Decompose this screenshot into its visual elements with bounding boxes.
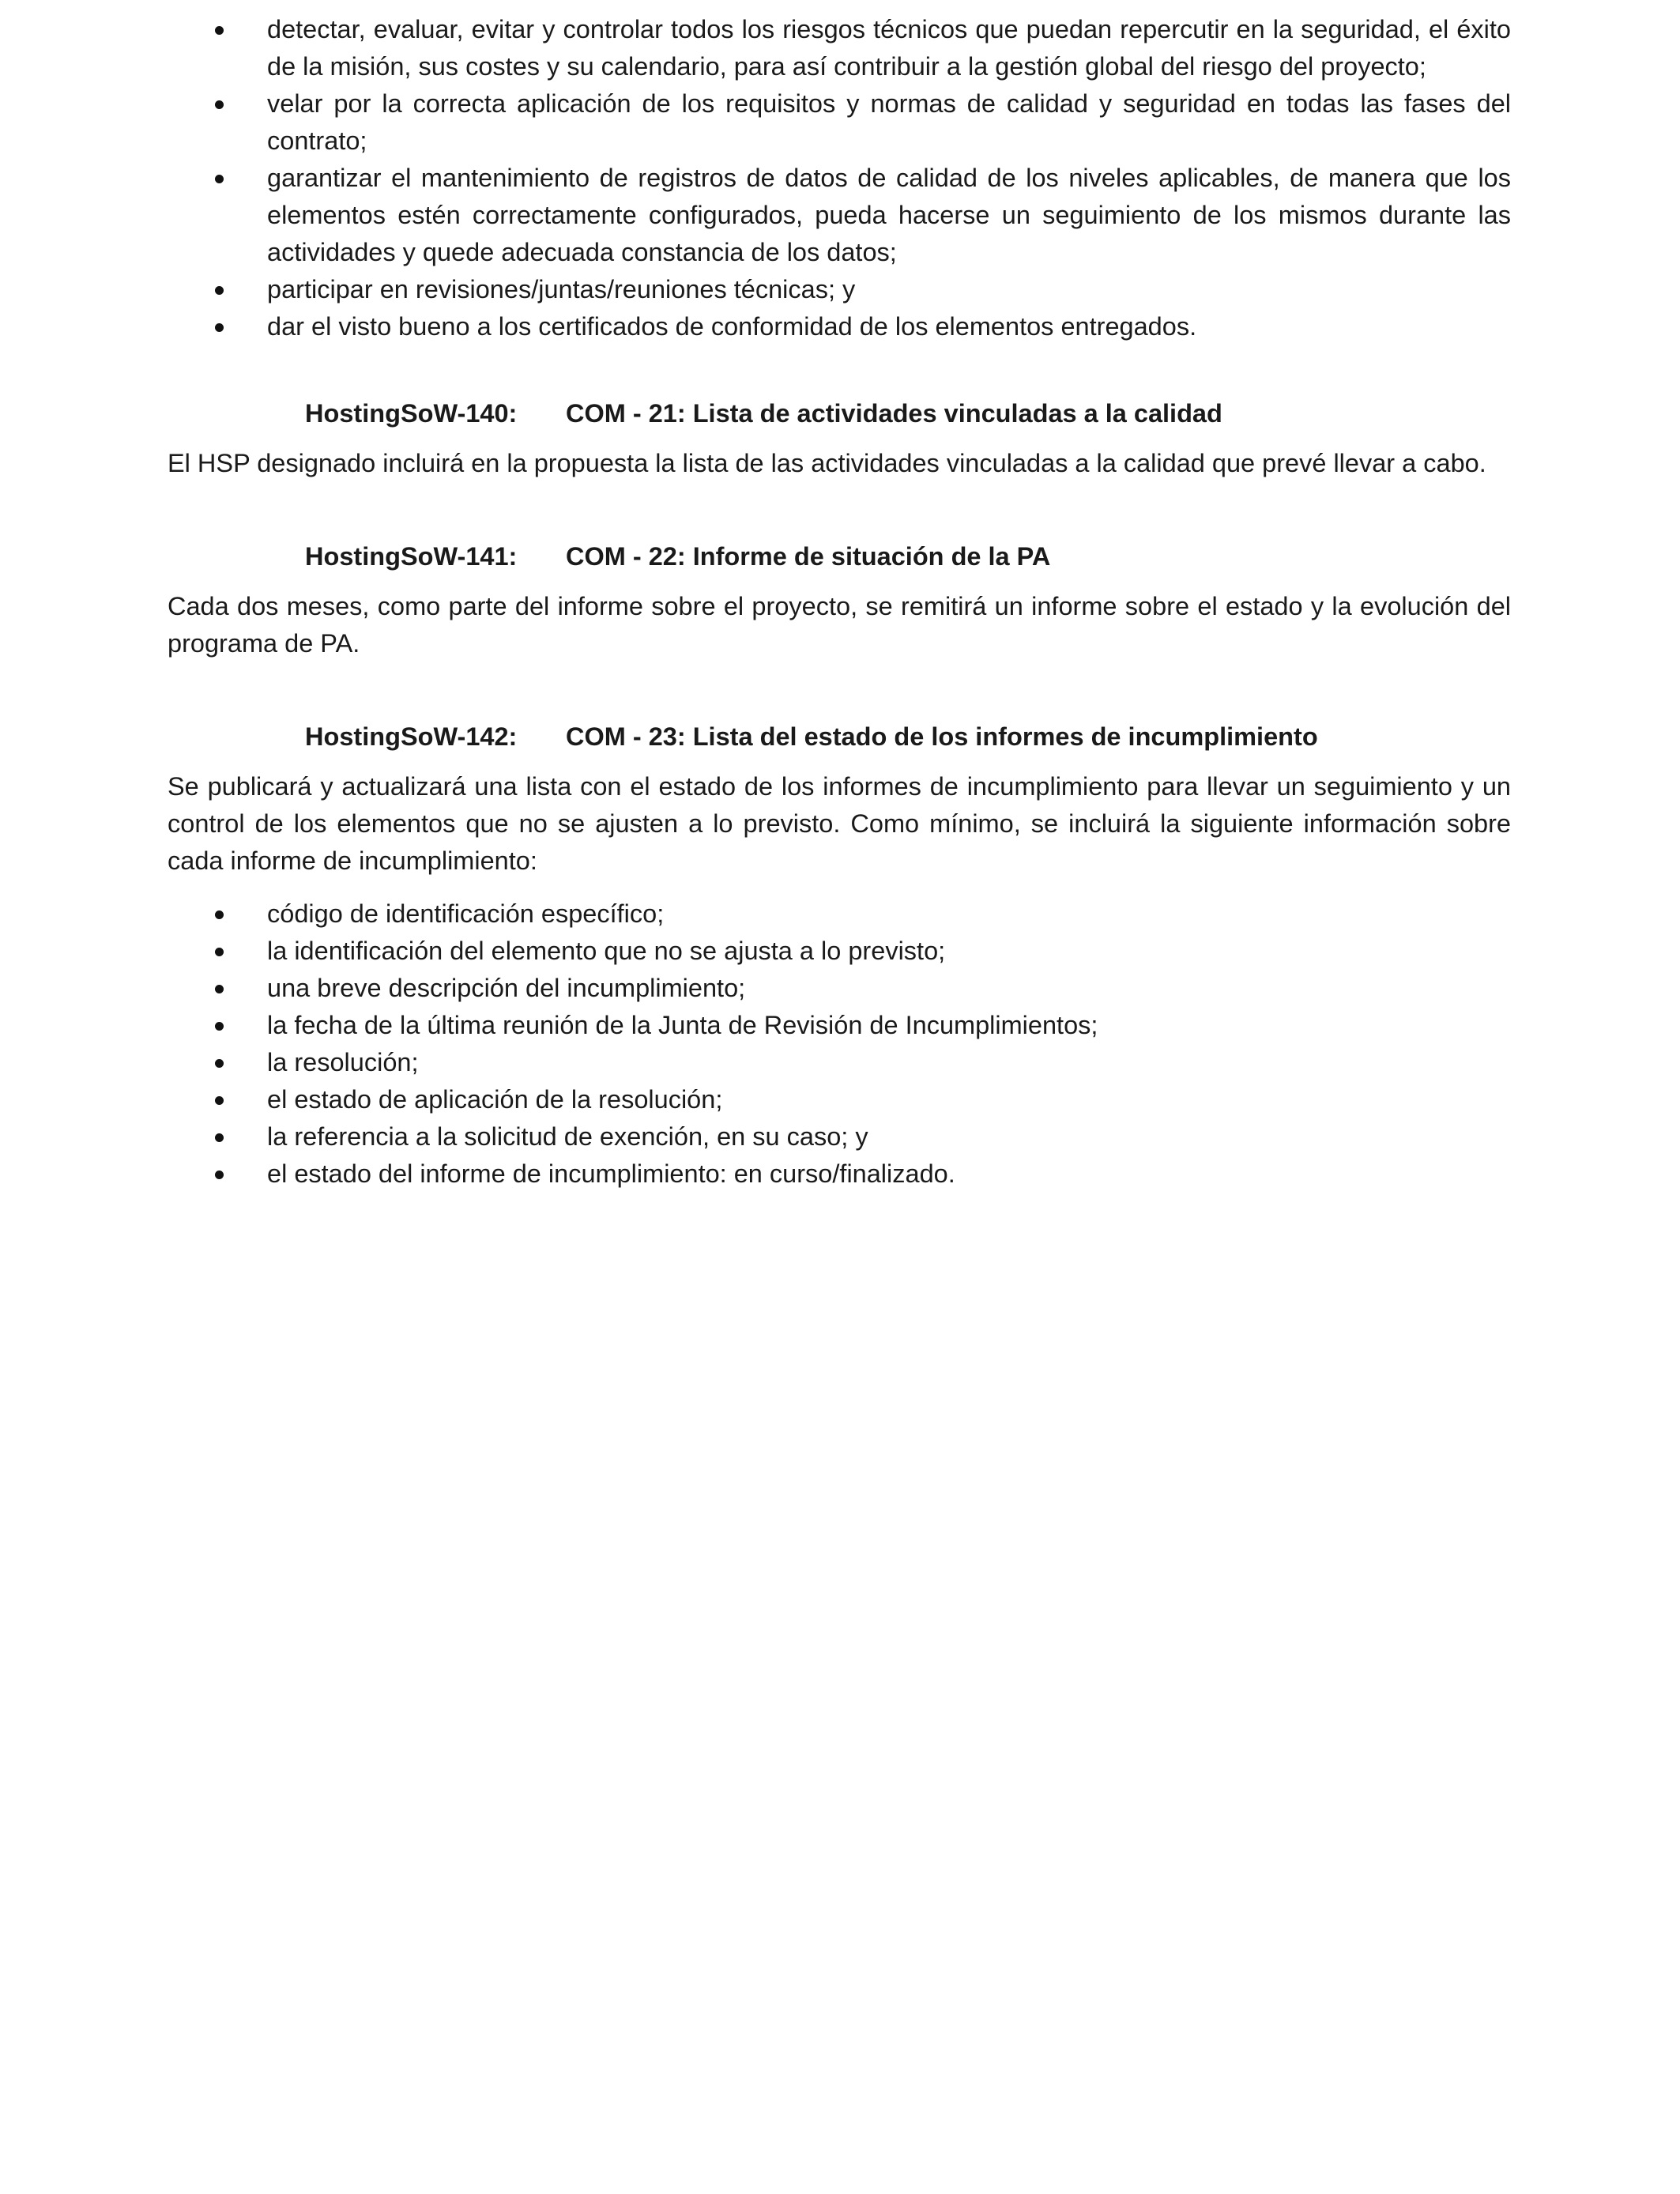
bullet-icon xyxy=(215,910,224,919)
requirement-body-142: Se publicará y actualizará una lista con el estado de los informes de incumplimiento para llevar un seguimiento y un control de los elementos que no se ajusten a lo previsto. Como mínimo, se incluirá la siguiente información sobre cada informe de incumplimiento: xyxy=(168,772,1511,875)
list-item-text: una breve descripción del incumplimiento; xyxy=(267,974,746,1002)
requirement-body-141: Cada dos meses, como parte del informe sobre el proyecto, se remitirá un informe sobre el estado y la evolución del programa de PA. xyxy=(168,592,1511,658)
requirement-body-140: El HSP designado incluirá en la propuesta la lista de las actividades vinculadas a la calidad que prevé llevar a cabo. xyxy=(168,449,1486,477)
list-item-text: velar por la correcta aplicación de los requisitos y normas de calidad y seguridad en todas las fases del contrato; xyxy=(267,89,1511,155)
list-item xyxy=(168,933,1511,970)
bullet-icon xyxy=(215,985,224,993)
nonconformance-info-list xyxy=(168,895,1511,1193)
list-item-text: participar en revisiones/juntas/reuniones técnicas; y xyxy=(267,275,856,303)
list-item-text: la referencia a la solicitud de exención, en su caso; y xyxy=(267,1122,868,1151)
list-item-text: el estado del informe de incumplimiento: en curso/finalizado. xyxy=(267,1159,955,1188)
list-item-text: la resolución; xyxy=(267,1048,419,1076)
requirement-id: HostingSoW-142: xyxy=(305,722,518,751)
bullet-icon xyxy=(215,1022,224,1031)
bullet-icon xyxy=(215,1096,224,1105)
page-content xyxy=(168,11,1511,1193)
requirement-title: COM - 23: Lista del estado de los informes de incumplimiento xyxy=(566,722,1318,751)
intro-bullet-list xyxy=(168,11,1511,345)
bullet-icon xyxy=(215,1171,224,1179)
bullet-icon xyxy=(215,1133,224,1142)
list-item xyxy=(168,308,1511,345)
list-item-text: dar el visto bueno a los certificados de conformidad de los elementos entregados. xyxy=(267,312,1197,341)
requirement-title: COM - 22: Informe de situación de la PA xyxy=(566,542,1051,571)
list-item xyxy=(168,895,1511,933)
list-item xyxy=(168,11,1511,85)
bullet-icon xyxy=(215,26,224,35)
list-item xyxy=(168,1044,1511,1081)
list-item xyxy=(168,1155,1511,1193)
list-item xyxy=(168,1007,1511,1044)
requirement-heading-141 xyxy=(168,538,1511,575)
requirement-heading-140 xyxy=(168,395,1511,432)
requirement-heading-142 xyxy=(168,718,1511,756)
list-item xyxy=(168,1081,1511,1118)
bullet-icon xyxy=(215,175,224,183)
list-item-text: la fecha de la última reunión de la Junta de Revisión de Incumplimientos; xyxy=(267,1011,1098,1039)
bullet-icon xyxy=(215,286,224,295)
bullet-icon xyxy=(215,1059,224,1068)
list-item-text: código de identificación específico; xyxy=(267,899,665,928)
list-item xyxy=(168,1118,1511,1155)
bullet-icon xyxy=(215,323,224,332)
list-item xyxy=(168,970,1511,1007)
list-item xyxy=(168,271,1511,308)
requirement-id: HostingSoW-140: xyxy=(305,399,518,428)
list-item-text: garantizar el mantenimiento de registros de datos de calidad de los niveles aplicables, de manera que los elementos estén correctamente configurados, pueda hacerse un seguimiento de los mismos durante las actividades y quede adecuada constancia de los datos; xyxy=(267,164,1511,266)
list-item-text: la identificación del elemento que no se ajusta a lo previsto; xyxy=(267,937,946,965)
list-item xyxy=(168,85,1511,160)
bullet-icon xyxy=(215,948,224,956)
list-item-text: detectar, evaluar, evitar y controlar todos los riesgos técnicos que puedan repercutir en la seguridad, el éxito de la misión, sus costes y su calendario, para así contribuir a la gestión global del riesgo del proyecto; xyxy=(267,15,1511,81)
requirement-title: COM - 21: Lista de actividades vinculadas a la calidad xyxy=(566,399,1222,428)
requirement-id: HostingSoW-141: xyxy=(305,542,518,571)
list-item xyxy=(168,160,1511,271)
list-item-text: el estado de aplicación de la resolución; xyxy=(267,1085,723,1114)
bullet-icon xyxy=(215,100,224,109)
